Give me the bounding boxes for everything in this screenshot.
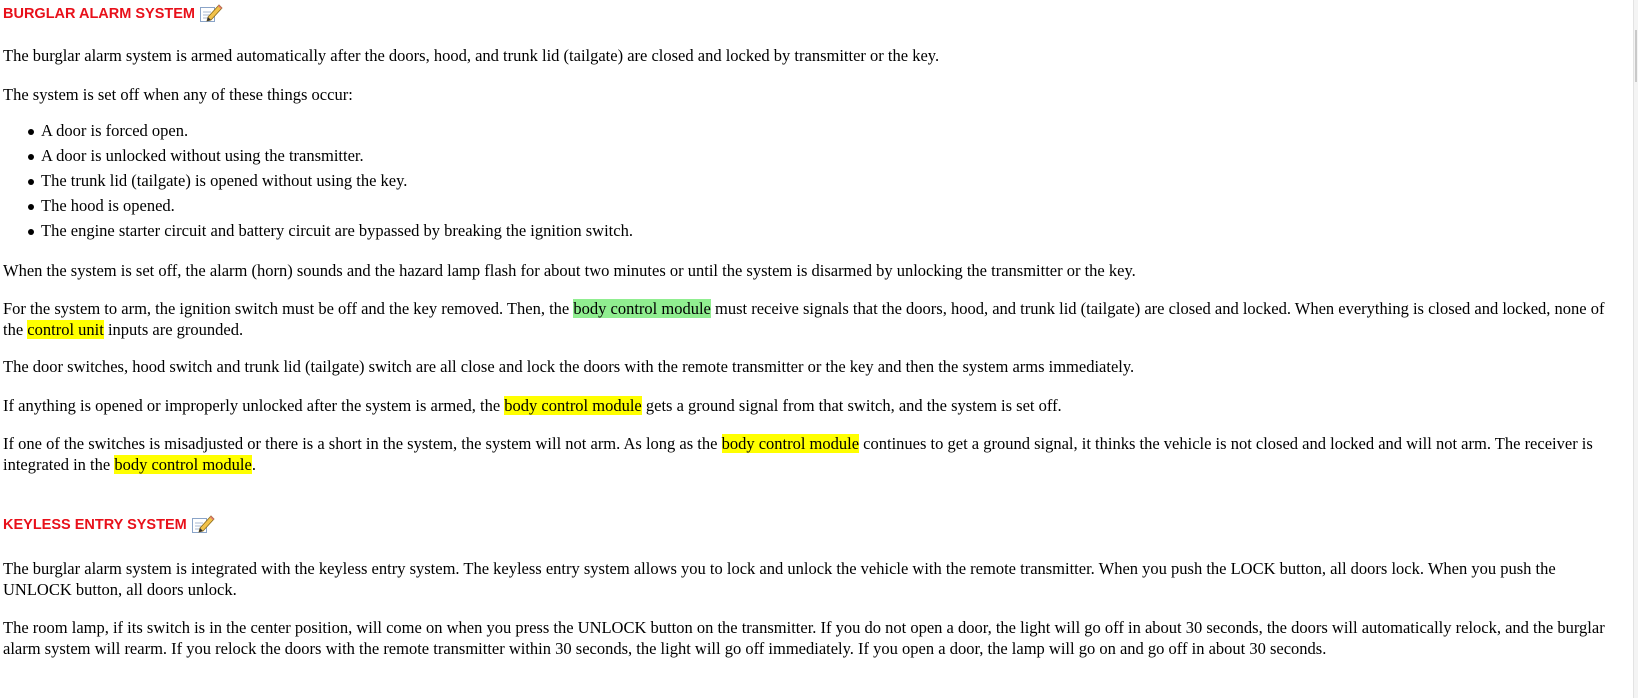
edit-note-icon[interactable] — [199, 3, 223, 23]
highlight-body-control-module: body control module — [721, 434, 860, 453]
text-run: If one of the switches is misadjusted or there is a short in the system, the system will not arm. As long as the — [3, 434, 722, 453]
section-heading-burglar-alarm — [3, 4, 223, 25]
paragraph-misadjusted — [3, 433, 1615, 475]
text-run: continues to get a ground signal, it thinks the vehicle is not closed and locked and will not arm. The receiver is integrated in the — [3, 434, 1593, 474]
highlight-control-unit: control unit — [27, 320, 104, 339]
highlight-body-control-module: body control module — [573, 299, 711, 318]
trigger-list — [3, 118, 633, 243]
section-heading-keyless-entry — [3, 515, 215, 536]
list-item: The engine starter circuit and battery circuit are bypassed by breaking the ignition switch. — [41, 218, 633, 243]
paragraph-alarm-sounds: When the system is set off, the alarm (horn) sounds and the hazard lamp flash for about two minutes or until the system is disarmed by unlocking the transmitter or the key. — [3, 261, 1136, 280]
paragraph-system-arm — [3, 298, 1609, 340]
text-run: gets a ground signal from that switch, and the system is set off. — [641, 396, 1062, 415]
text-run: If anything is opened or improperly unlocked after the system is armed, the — [3, 396, 505, 415]
paragraph-room-lamp: The room lamp, if its switch is in the center position, will come on when you press the UNLOCK button on the transmitter. If you do not open a door, the light will go off in about 30 seconds, the doors will automatically relock, and the burglar alarm system will rearm. If you relock the doors with the remote transmitter within 30 seconds, the light will go off immediately. If you open a door, the lamp will go on and go off in about 30 seconds. — [3, 618, 1605, 658]
highlight-body-control-module: body control module — [114, 455, 252, 474]
paragraph-door-switches: The door switches, hood switch and trunk lid (tailgate) switch are all close and lock the doors with the remote transmitter or the key and then the system arms immediately. — [3, 357, 1135, 376]
paragraph-set-off-intro: The system is set off when any of these things occur: — [3, 85, 353, 104]
scrollbar[interactable] — [1633, 0, 1638, 698]
list-item: A door is forced open. — [41, 118, 633, 143]
list-item: A door is unlocked without using the transmitter. — [41, 143, 633, 168]
list-item: The hood is opened. — [41, 193, 633, 218]
section-title: KEYLESS ENTRY SYSTEM — [3, 517, 187, 533]
text-run: inputs are grounded. — [103, 320, 244, 339]
list-item: The trunk lid (tailgate) is opened without using the key. — [41, 168, 633, 193]
text-run: . — [251, 455, 256, 474]
section-title: BURGLAR ALARM SYSTEM — [3, 6, 195, 22]
text-run: must receive signals that the doors, hood, and trunk lid (tailgate) are closed and locked. When everything is closed and locked, none of the — [3, 299, 1605, 339]
text-run: For the system to arm, the ignition switch must be off and the key removed. Then, the — [3, 299, 574, 318]
edit-note-icon[interactable] — [191, 514, 215, 534]
paragraph-armed-automatically: The burglar alarm system is armed automatically after the doors, hood, and trunk lid (tailgate) are closed and locked by transmitter or the key. — [3, 46, 940, 65]
paragraph-keyless-intro: The burglar alarm system is integrated with the keyless entry system. The keyless entry system allows you to lock and unlock the vehicle with the remote transmitter. When you push the LOCK button, all doors lock. When you push the UNLOCK button, all doors unlock. — [3, 559, 1556, 599]
paragraph-improperly-unlocked — [3, 395, 1603, 416]
highlight-body-control-module: body control module — [504, 396, 642, 415]
scrollbar-thumb[interactable] — [1635, 30, 1637, 82]
